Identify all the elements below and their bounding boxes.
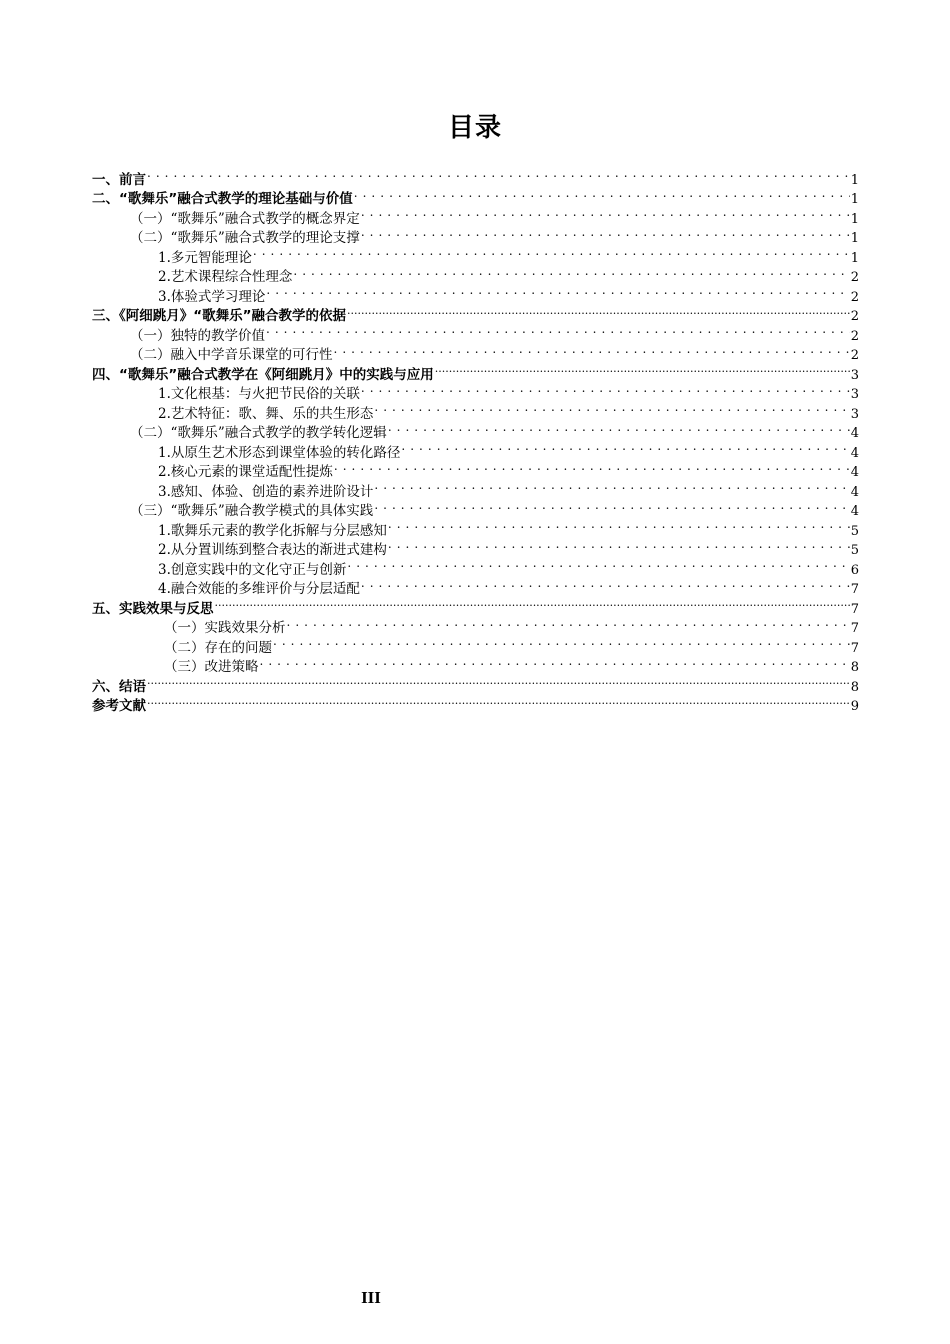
toc-leader — [334, 457, 850, 477]
toc-leader — [347, 301, 850, 321]
toc-entry-text: 1.从原生艺术形态到课堂体验的转化路径 — [158, 444, 401, 461]
page-number: III — [361, 1288, 381, 1307]
toc-leader — [435, 359, 850, 379]
toc-leader — [266, 281, 849, 301]
toc-page-number: 1 — [850, 250, 859, 266]
toc-leader — [266, 320, 850, 340]
toc-leader — [354, 184, 850, 204]
toc-entry-text: （二）融入中学音乐课堂的可行性 — [130, 347, 333, 363]
toc-page-number: 8 — [850, 660, 859, 675]
toc-page-number: 3 — [850, 367, 859, 383]
toc-leader — [361, 379, 850, 399]
toc-page-number: 2 — [850, 328, 859, 344]
toc-entry-text: （二）“歌舞乐”融合式教学的理论支撑 — [130, 230, 360, 246]
toc-leader — [361, 574, 850, 594]
toc-entry-text: 4.融合效能的多维评价与分层适配 — [158, 581, 360, 597]
toc-leader — [401, 437, 849, 457]
toc-page-number: 5 — [850, 523, 859, 539]
toc-entry-text: 3.体验式学习理论 — [158, 288, 266, 305]
toc-entry[interactable] — [92, 184, 859, 207]
toc-entry-text: 一、前言 — [92, 171, 146, 188]
toc-entry-text: 六、结语 — [92, 678, 146, 695]
toc-entry-text: （一）独特的教学价值 — [130, 327, 265, 344]
toc-leader — [293, 262, 849, 282]
toc-entry-text: 五、实践效果与反思 — [92, 600, 214, 617]
toc-page-number: 4 — [850, 484, 859, 500]
toc-page-number: 4 — [850, 465, 859, 480]
toc-entry-text: 参考文献 — [92, 698, 146, 714]
toc-leader — [273, 632, 850, 652]
toc-page-number: 5 — [850, 543, 859, 558]
toc-entry-text: （一）“歌舞乐”融合式教学的概念界定 — [130, 210, 360, 227]
toc-entry-text: 1.多元智能理论 — [158, 249, 252, 266]
toc-page-number: 8 — [850, 679, 859, 695]
toc-page-number: 2 — [850, 270, 859, 285]
toc-entry-text: （二）“歌舞乐”融合式教学的教学转化逻辑 — [130, 425, 387, 441]
page-title: 目录 — [447, 113, 502, 143]
toc-entry-text: 四、“歌舞乐”融合式教学在《阿细跳月》中的实践与应用 — [92, 366, 434, 383]
toc-page-number: 1 — [850, 231, 859, 246]
toc-entry-text: 2.核心元素的课堂适配性提炼 — [158, 464, 333, 480]
toc-page-number: 2 — [850, 289, 859, 305]
toc-leader — [388, 515, 850, 535]
toc-entry-text: （三）改进策略 — [164, 659, 259, 675]
toc-leader — [147, 671, 850, 691]
toc-entry-text: 3.感知、体验、创造的素养进阶设计 — [158, 483, 374, 500]
toc-leader — [347, 554, 849, 574]
toc-page-number: 1 — [850, 211, 859, 227]
toc-entry[interactable] — [92, 671, 859, 695]
toc-entry-text: 2.从分置训练到整合表达的渐进式建构 — [158, 542, 387, 558]
toc-page-number: 3 — [850, 406, 859, 422]
toc-page-number: 1 — [850, 172, 859, 188]
toc-page-number: 3 — [850, 387, 859, 402]
toc-entry-text: 1.歌舞乐元素的教学化拆解与分层感知 — [158, 522, 387, 539]
toc-entry-text: 1.文化根基：与火把节民俗的关联 — [158, 386, 360, 402]
toc-entry-text: （三）“歌舞乐”融合教学模式的具体实践 — [130, 503, 374, 519]
toc-entry[interactable] — [92, 164, 859, 188]
toc-leader — [147, 691, 850, 711]
toc-leader — [361, 203, 850, 223]
toc-page-number: 4 — [850, 504, 859, 519]
toc-page-number: 7 — [850, 601, 859, 617]
toc-page-number: 1 — [850, 192, 859, 207]
toc-leader — [388, 418, 850, 438]
toc-leader — [147, 164, 850, 184]
toc-entry-text: 2.艺术课程综合性理念 — [158, 269, 293, 285]
toc-leader — [334, 340, 850, 360]
toc-entry-text: （一）实践效果分析 — [164, 620, 286, 636]
toc-entry-text: 三、《阿细跳月》“歌舞乐”融合教学的依据 — [92, 308, 346, 324]
toc-page-number: 7 — [850, 640, 859, 656]
toc-leader — [215, 593, 850, 613]
table-of-contents — [92, 164, 859, 714]
toc-entry-text: 二、“歌舞乐”融合式教学的理论基础与价值 — [92, 191, 353, 207]
toc-page-number: 9 — [850, 699, 859, 714]
toc-leader — [374, 398, 849, 418]
toc-entry[interactable] — [92, 691, 859, 714]
toc-leader — [287, 613, 850, 633]
toc-page-number: 2 — [850, 309, 859, 324]
toc-entry-text: （二）存在的问题 — [164, 639, 272, 656]
toc-leader — [388, 535, 850, 555]
toc-leader — [374, 496, 849, 516]
toc-page-number: 2 — [850, 348, 859, 363]
toc-entry-text: 3.创意实践中的文化守正与创新 — [158, 561, 347, 578]
toc-page-number: 7 — [850, 582, 859, 597]
toc-leader — [374, 476, 849, 496]
toc-leader — [253, 242, 850, 262]
toc-page-number: 4 — [850, 445, 859, 461]
toc-page-number: 6 — [850, 562, 859, 578]
toc-entry-text: 2.艺术特征：歌、舞、乐的共生形态 — [158, 405, 374, 422]
toc-leader — [260, 652, 850, 672]
toc-leader — [361, 223, 850, 243]
toc-page-number: 7 — [850, 621, 859, 636]
toc-page-number: 4 — [850, 426, 859, 441]
